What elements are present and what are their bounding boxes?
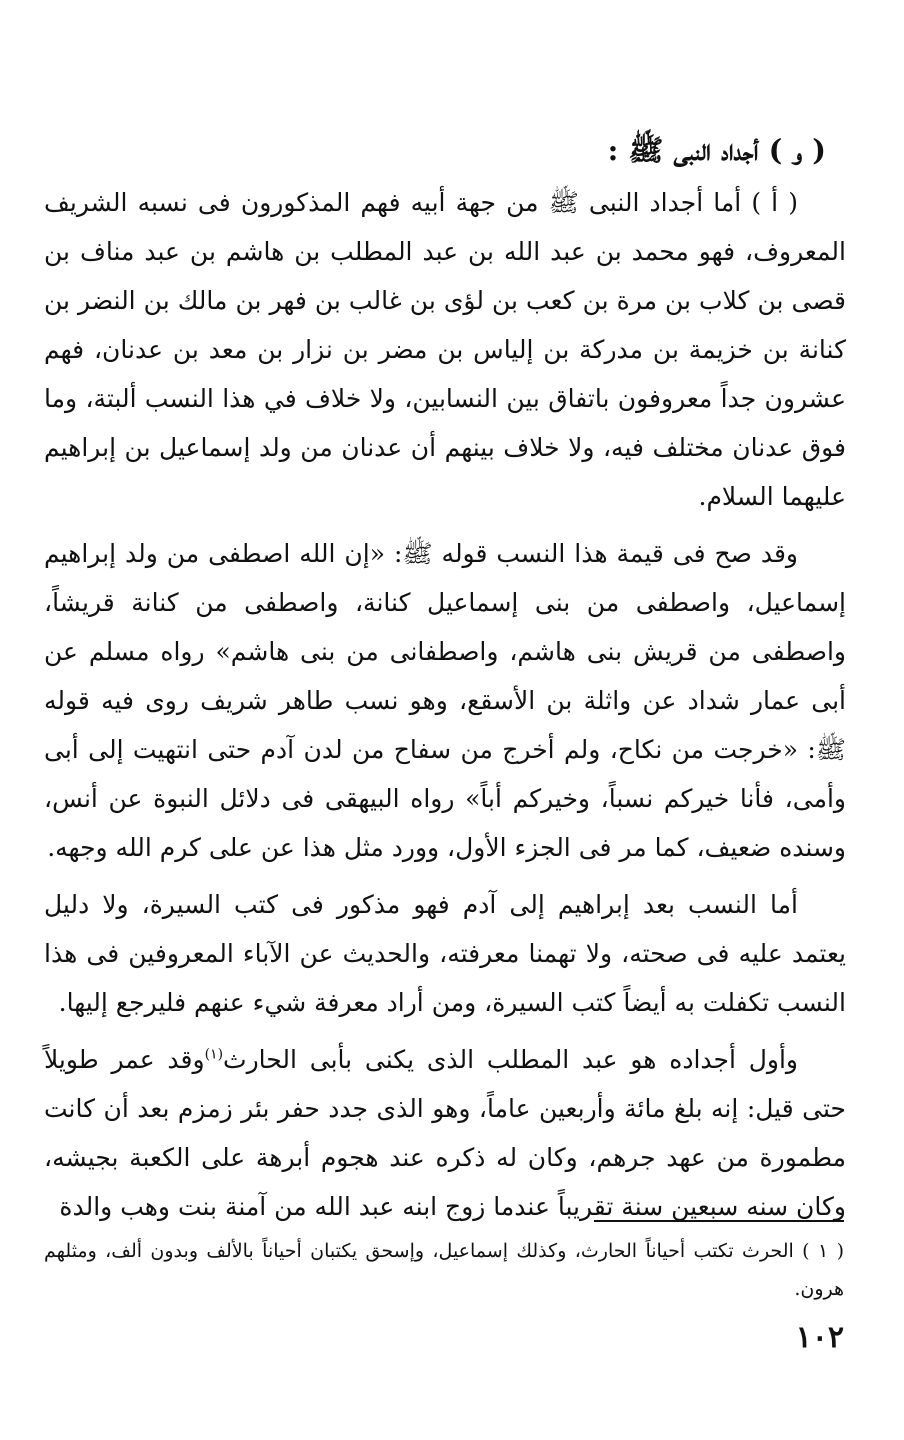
paragraph-abdul-muttalib (44, 1035, 846, 1231)
footnote-marker: (١) (204, 1046, 224, 1063)
paragraph-abdul-muttalib-part1: وأول أجداده هو عبد المطلب الذى يكنى بأبى الحارث (223, 1045, 798, 1074)
footnote-divider (594, 1220, 844, 1222)
paragraph-beyond-ibrahim: أما النسب بعد إبراهيم إلى آدم فهو مذكور فى كتب السيرة، ولا دليل يعتمد عليه فى صحته، ولا تهمنا معرفته، والحديث عن الآباء المعروفين فى هذا النسب تكفلت به أيضاً كتب السيرة، ومن أراد معرفة شيء عنهم فليرجع إليها. (44, 890, 846, 1017)
main-text (44, 124, 846, 1239)
footnote-text: ( ١ ) الحرث تكتب أحياناً الحارث، وكذلك إسماعيل، وإسحق يكتبان أحياناً بالألف وبدون ألف، ومثلهم هرون. (44, 1240, 844, 1300)
page-number: ١٠٢ (795, 1320, 844, 1355)
paragraph-hadith: وقد صح فى قيمة هذا النسب قوله ﷺ: «إن الله اصطفى من ولد إبراهيم إسماعيل، واصطفى من بنى إسماعيل كنانة، واصطفى من كنانة قريشاً، واصطفى من قريش بنى هاشم، واصطفانى من بنى هاشم» رواه مسلم عن أبى عمار شداد عن واثلة بن الأسقع، وهو نسب طاهر شريف روى فيه قوله ﷺ: «خرجت من نكاح، ولم أخرج من سفاح من لدن آدم حتى انتهيت إلى أبى وأمى، فأنا خيركم نسباً، وخيركم أباً» رواه البيهقى فى دلائل النبوة عن أنس، وسنده ضعيف، كما مر فى الجزء الأول، وورد مثل هذا عن على كرم الله وجهه. (44, 539, 846, 862)
paragraph-lineage: ( أ ) أما أجداد النبى ﷺ من جهة أبيه فهم المذكورون فى نسبه الشريف المعروف، فهو محمد بن عبد الله بن عبد المطلب بن هاشم بن عبد مناف بن قصى بن كلاب بن مرة بن كعب بن لؤى بن غالب بن فهر بن مالك بن النضر بن كنانة بن خزيمة بن مدركة بن إلياس بن مضر بن نزار بن معد بن عدنان، فهم عشرون جداً معروفون باتفاق بين النسابين، ولا خلاف في هذا النسب ألبتة، وما فوق عدنان مختلف فيه، ولا خلاف بينهم أن عدنان من ولد إسماعيل بن إبراهيم عليهما السلام. (44, 188, 846, 511)
section-heading: ( و ) أجداد النبى ﷺ : (607, 133, 826, 167)
paragraph-abdul-muttalib-part2: وقد عمر طويلاً حتى قيل: إنه بلغ مائة وأربعين عاماً، وهو الذى جدد حفر بئر زمزم بعد أن كانت مطمورة من عهد جرهم، وكان له ذكره عند هجوم أبرهة على الكعبة بجيشه، وكان سنه سبعين سنة تقريباً عندما زوج ابنه عبد الله من آمنة بنت وهب والدة (44, 1045, 846, 1221)
